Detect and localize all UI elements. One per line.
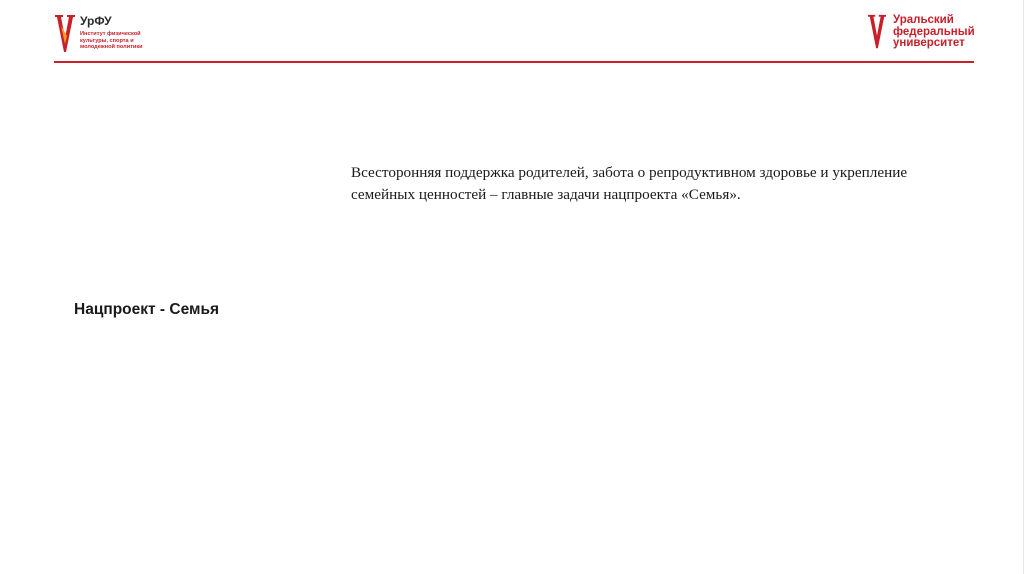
urfu-u-icon	[866, 14, 888, 50]
header-divider	[54, 61, 974, 63]
body-text: Всесторонняя поддержка родителей, забота о репродуктивном здоровье и укрепление семейных ценностей – главные задачи нацпроекта «Семья».	[351, 164, 908, 203]
institute-logo	[54, 14, 170, 56]
slide-title: Нацпроект - Семья	[74, 301, 220, 318]
university-name: Уральский федеральный университет	[893, 14, 975, 49]
urfu-u-icon	[54, 14, 76, 54]
university-logo	[866, 14, 993, 50]
institute-name: Институт физической культуры, спорта и молодежной политики	[80, 31, 143, 51]
brand-name: УрФУ	[80, 14, 112, 28]
